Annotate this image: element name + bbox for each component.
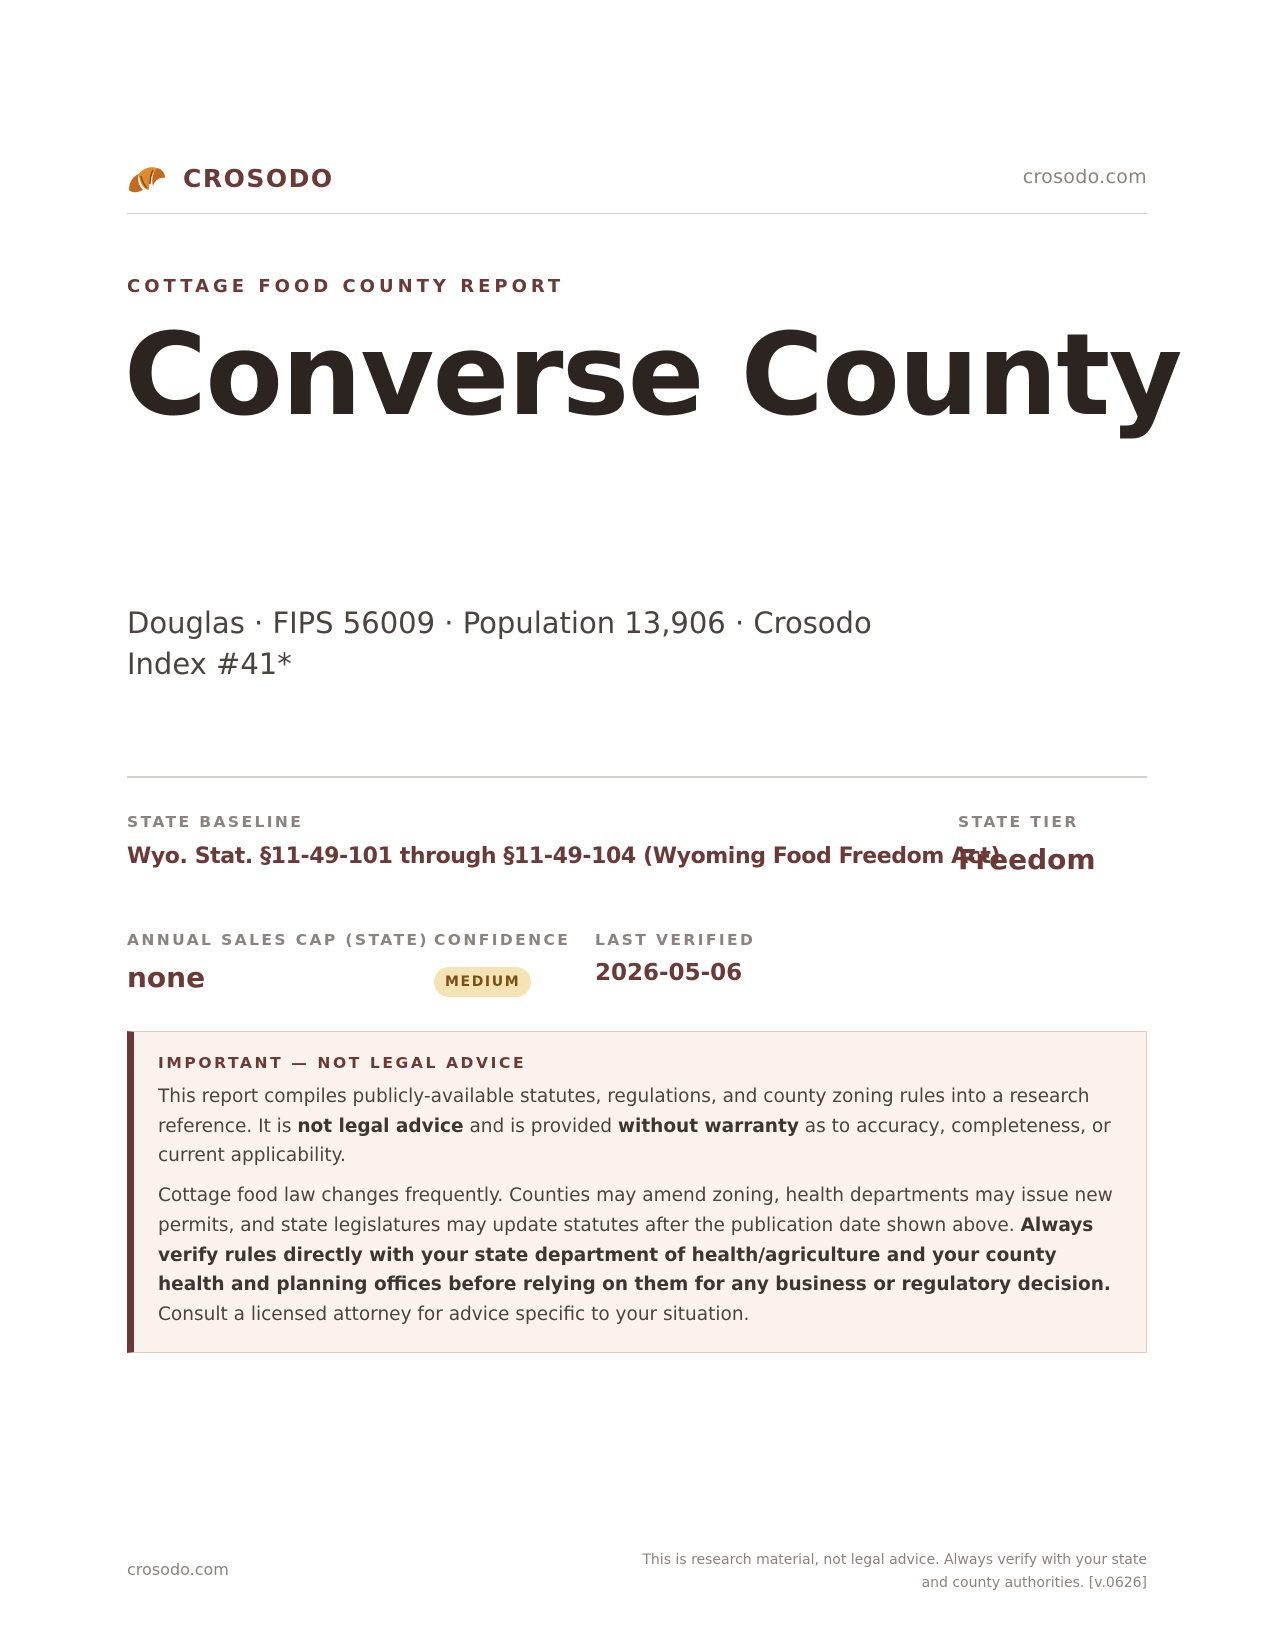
state-tier-value: Freedom (958, 843, 1096, 876)
croissant-icon (127, 160, 167, 196)
sales-cap-label: ANNUAL SALES CAP (STATE) (127, 931, 429, 949)
page-header (127, 158, 1147, 214)
notice-text: This report compiles publicly-available statutes, regulations, and county zoning rules into a research reference. It is (158, 1086, 1090, 1137)
footer-site-link[interactable]: crosodo.com (127, 1560, 229, 1579)
notice-text: Consult a licensed attorney for advice specific to your situation. (158, 1303, 750, 1325)
legal-notice (127, 1031, 1147, 1353)
confidence-label: CONFIDENCE (434, 931, 571, 949)
state-baseline-label: STATE BASELINE (127, 813, 304, 831)
brand[interactable] (127, 160, 334, 196)
notice-emphasis: without warranty (617, 1115, 799, 1137)
notice-paragraph-2 (158, 1181, 1122, 1330)
state-tier-label: STATE TIER (958, 813, 1079, 831)
notice-text: as to accuracy, completeness, or current applicability. (158, 1115, 1111, 1167)
report-eyebrow: COTTAGE FOOD COUNTY REPORT (127, 276, 565, 297)
section-divider (127, 776, 1147, 778)
last-verified-value: 2026-05-06 (595, 960, 743, 986)
footer-disclaimer-line-2: and county authorities. [v.0626] (921, 1575, 1147, 1591)
notice-text: Cottage food law changes frequently. Counties may amend zoning, health departments may issue new permits, and state legislatures may update statutes after the publication date shown above. (158, 1185, 1113, 1236)
sales-cap-value: none (127, 961, 206, 994)
notice-emphasis: Always verify rules directly with your state department of health/agriculture and your county health and planning offices before relying on them for any business or regulatory decision. (158, 1214, 1111, 1296)
footer-disclaimer (627, 1549, 1147, 1595)
notice-paragraph-1 (158, 1082, 1122, 1171)
brand-name: CROSODO (183, 163, 334, 193)
footer-disclaimer-line-1: This is research material, not legal advice. Always verify with your state (642, 1552, 1147, 1568)
page-title: Converse County (124, 309, 1181, 441)
last-verified-label: LAST VERIFIED (595, 931, 756, 949)
notice-text: and is provided (463, 1115, 618, 1137)
state-baseline-value: Wyo. Stat. §11-49-101 through §11-49-104 (Wyoming Food Freedom Act) (127, 844, 1001, 869)
confidence-badge: MEDIUM (434, 967, 531, 997)
county-summary: Douglas · FIPS 56009 · Population 13,906 · Crosodo Index #41* (127, 606, 872, 681)
notice-title: IMPORTANT — NOT LEGAL ADVICE (158, 1054, 527, 1072)
notice-emphasis: not legal advice (297, 1115, 464, 1137)
site-link[interactable]: crosodo.com (1022, 166, 1147, 188)
